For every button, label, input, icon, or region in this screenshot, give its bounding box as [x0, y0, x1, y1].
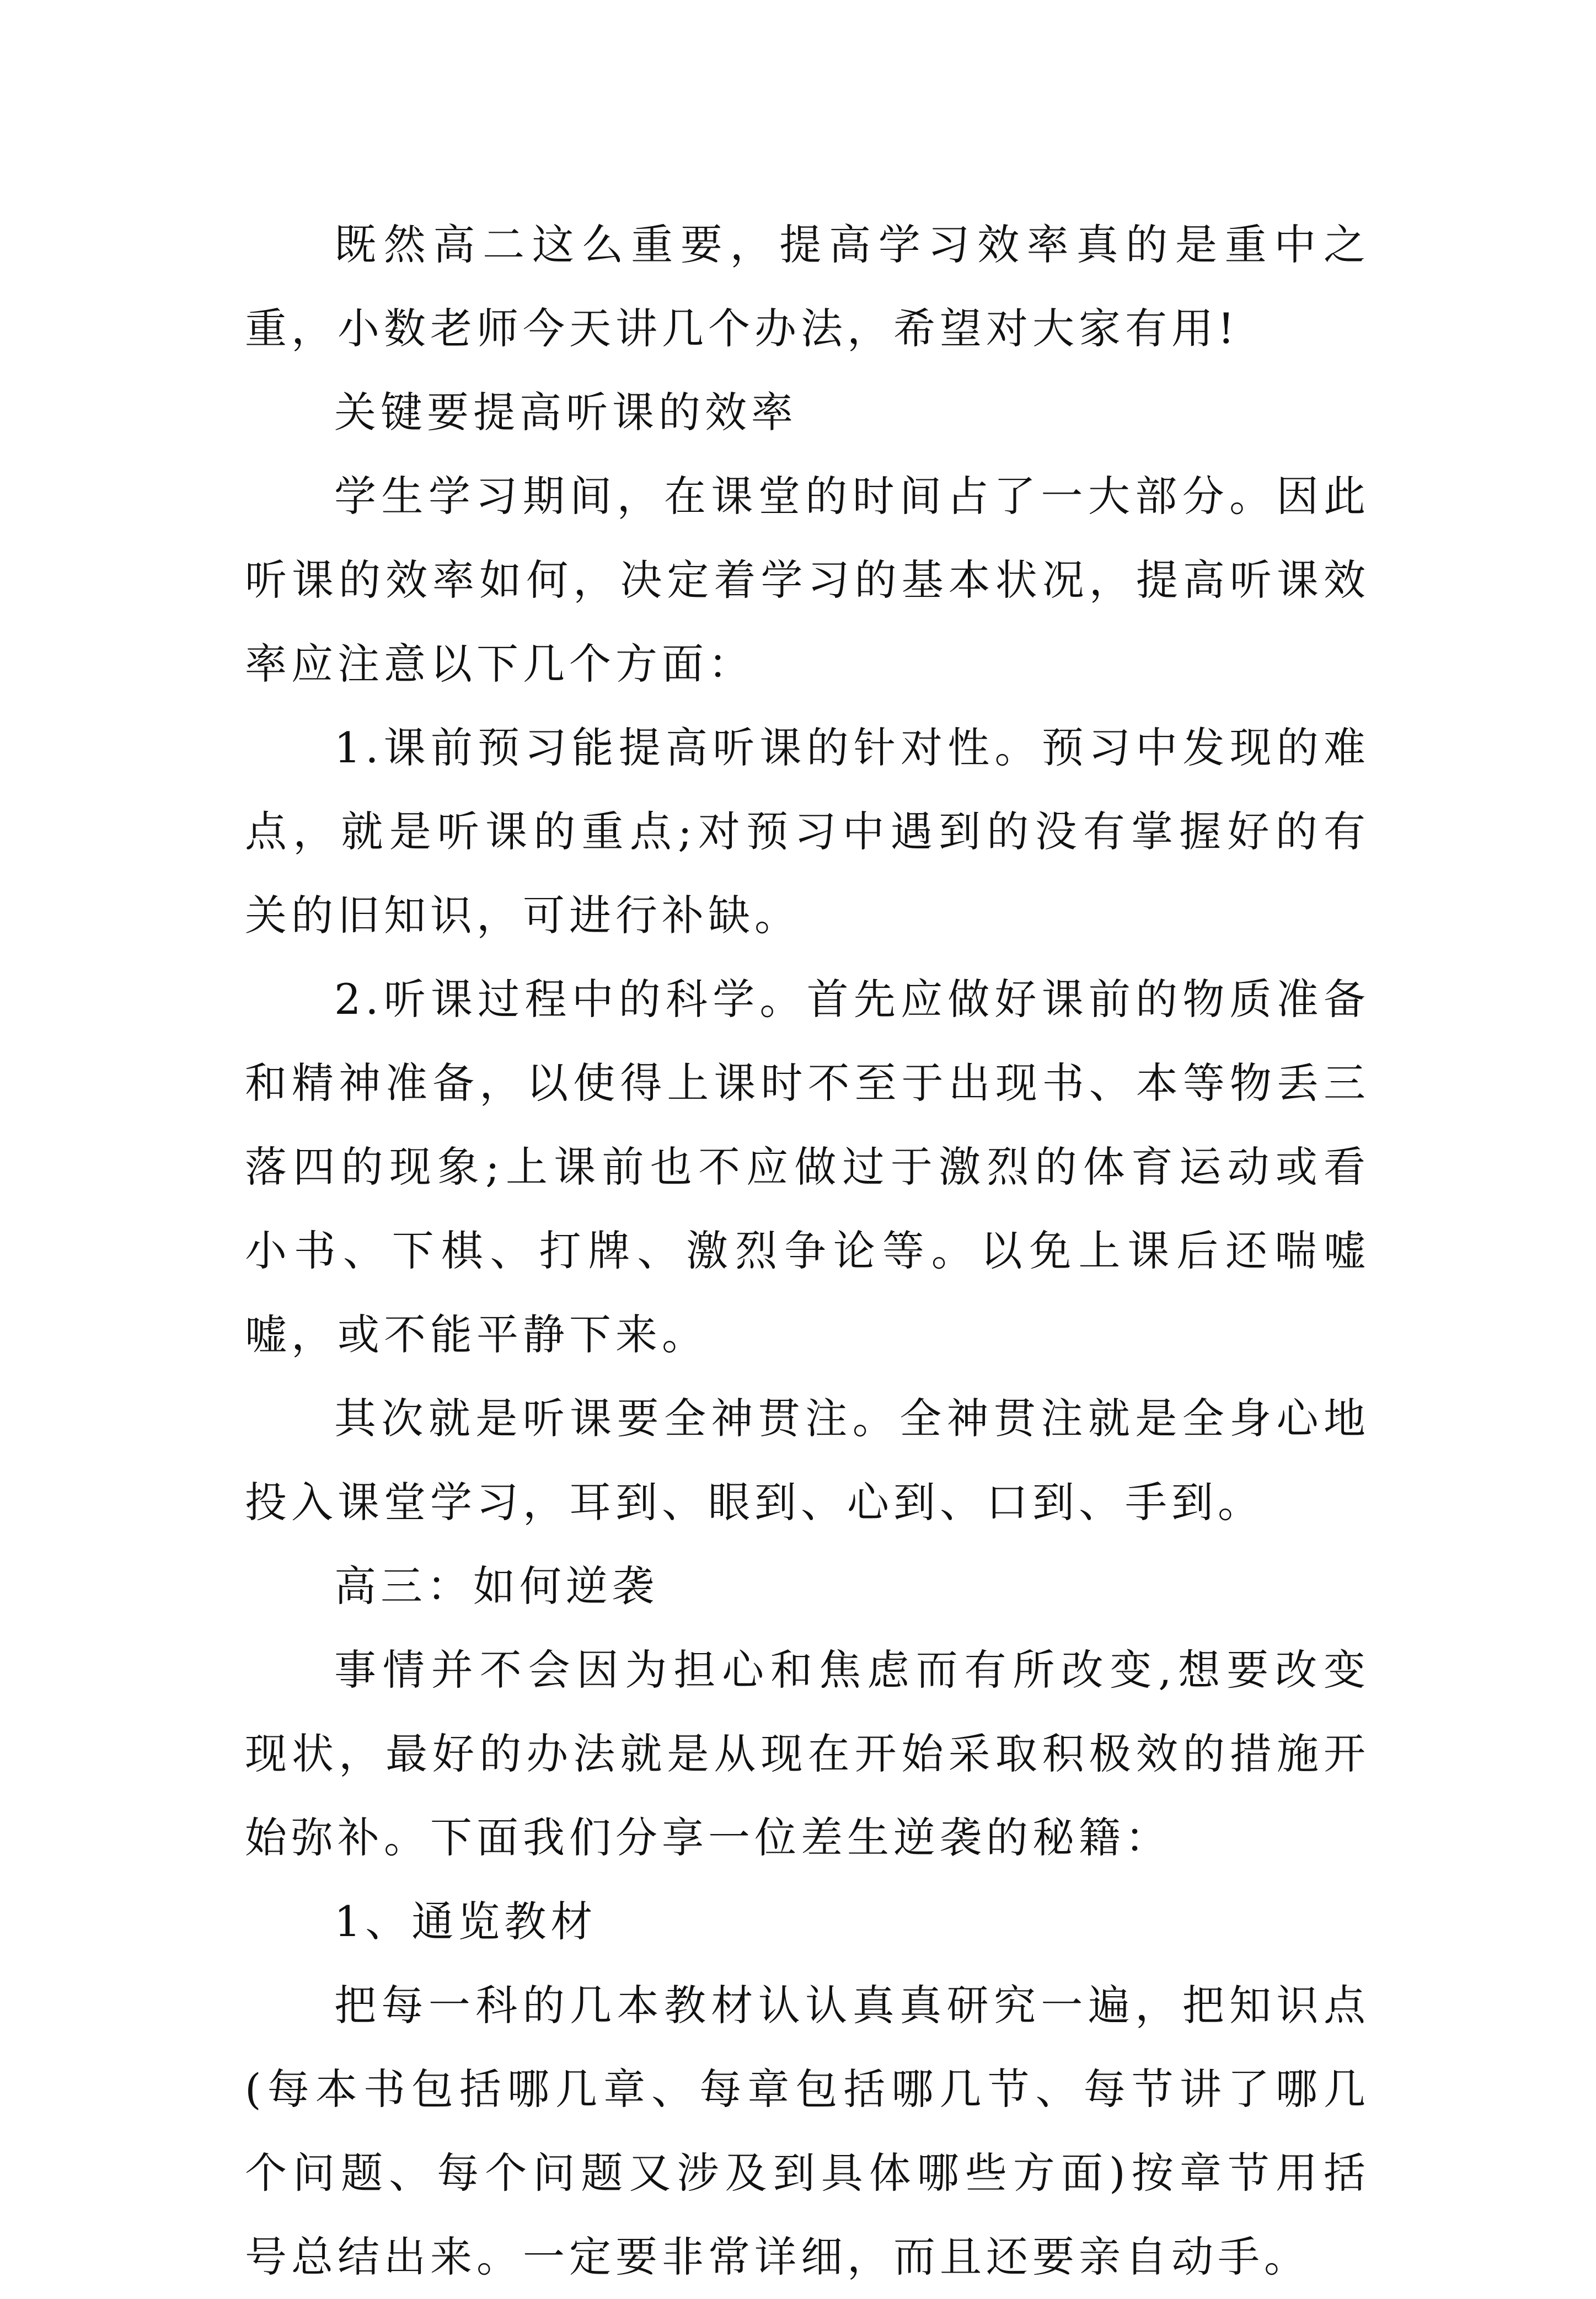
paragraph-class-time: 学生学习期间，在课堂的时间占了一大部分。因此听课的效率如何，决定着学习的基本状况，提高听课效率应注意以下几个方面：	[245, 472, 1370, 688]
list-item-preview: 1.课前预习能提高听课的针对性。预习中发现的难点，就是听课的重点;对预习中遇到的没有掌握好的有关的旧知识，可进行补缺。	[245, 723, 1370, 940]
paragraph-textbook-study: 把每一科的几本教材认认真真研究一遍，把知识点(每本书包括哪几章、每章包括哪几节、每节讲了哪几个问题、每个问题又涉及到具体哪些方面)按章节用括号总结出来。一定要非常详细，而且还要亲自动手。	[245, 1981, 1370, 2281]
paragraph-intro: 既然高二这么重要，提高学习效率真的是重中之重，小数老师今天讲几个办法，希望对大家有用!	[245, 220, 1370, 353]
list-item-listening-process: 2.听课过程中的科学。首先应做好课前的物质准备和精神准备，以使得上课时不至于出现书、本等物丢三落四的现象;上课前也不应做过于激烈的体育运动或看小书、下棋、打牌、激烈争论等。以免上课后还喘嘘嘘，或不能平静下来。	[245, 975, 1370, 1359]
list-item-textbooks-heading: 1、通览教材	[334, 1897, 597, 1946]
section-heading-listening-efficiency: 关键要提高听课的效率	[334, 388, 797, 437]
document-body	[245, 203, 1370, 2299]
section-heading-senior-three: 高三：如何逆袭	[334, 1562, 658, 1611]
paragraph-change-status: 事情并不会因为担心和焦虑而有所改变,想要改变现状，最好的办法就是从现在开始采取积极效的措施开始弥补。下面我们分享一位差生逆袭的秘籍：	[245, 1645, 1370, 1862]
paragraph-full-attention: 其次就是听课要全神贯注。全神贯注就是全身心地投入课堂学习，耳到、眼到、心到、口到、手到。	[245, 1394, 1370, 1527]
